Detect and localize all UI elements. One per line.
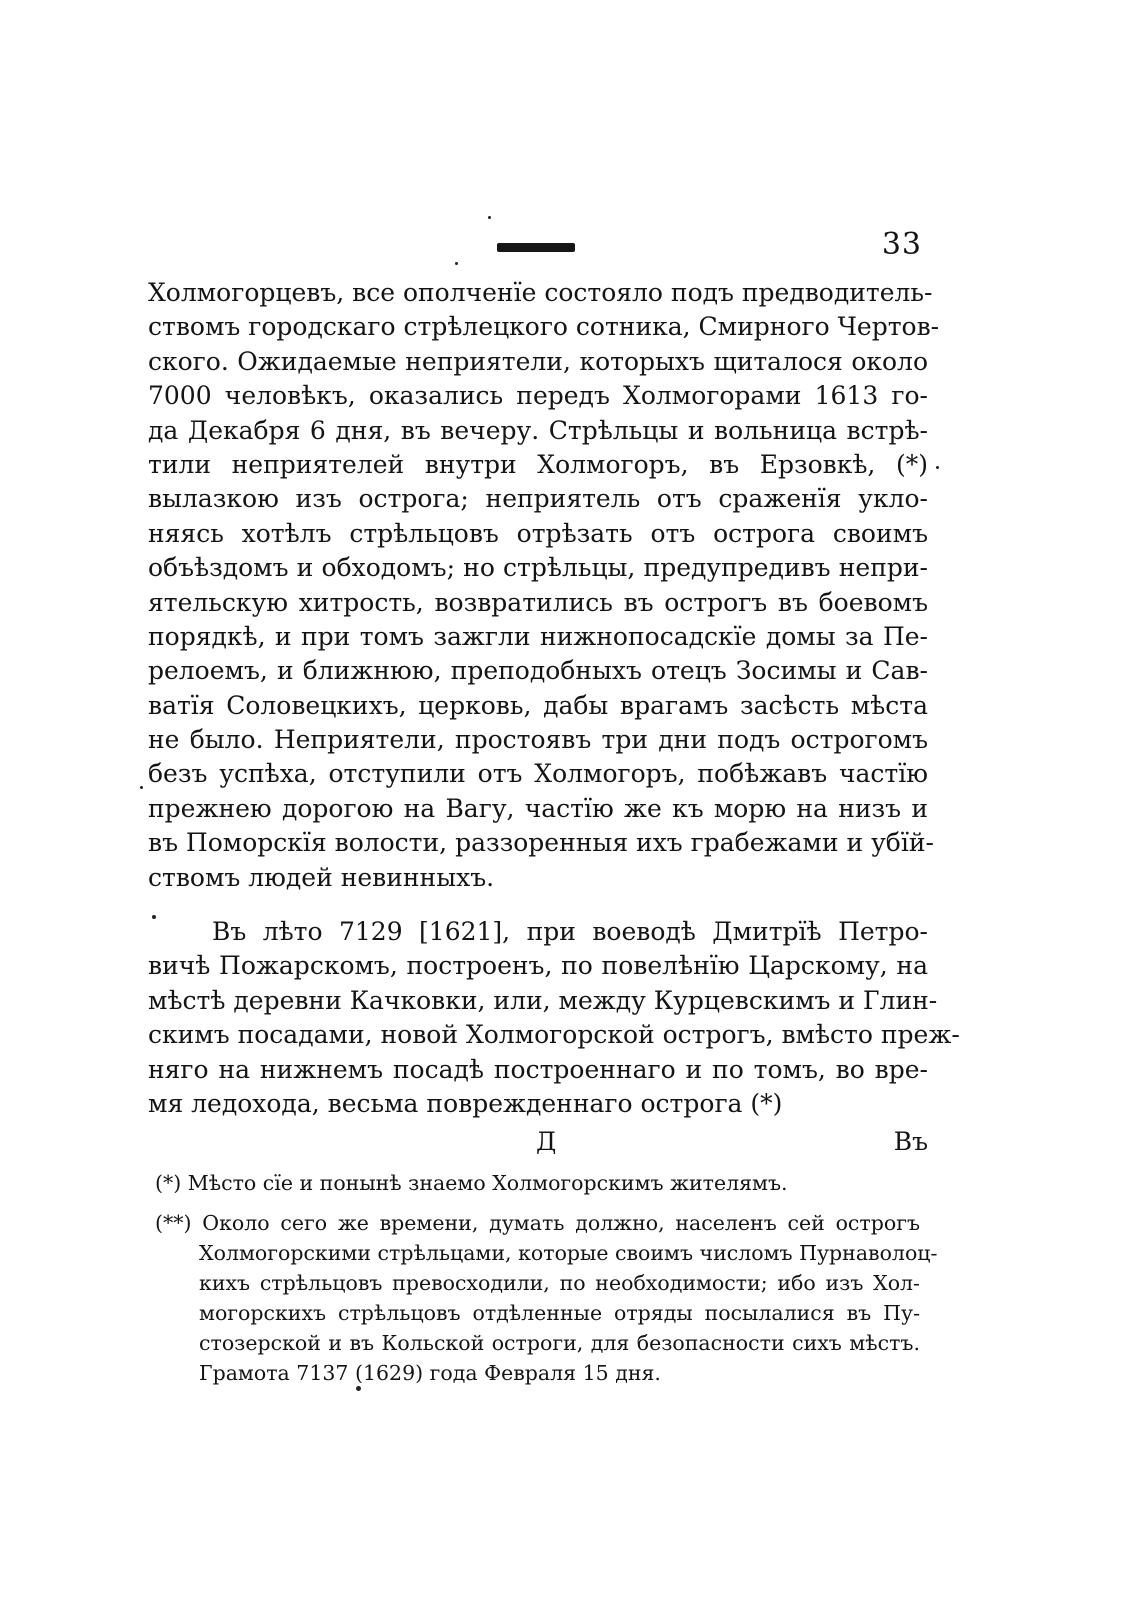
text-line: мѣстѣ деревни Качковки, или, между Курцевскимъ и Глин- <box>148 985 938 1015</box>
paper-speck <box>356 1386 361 1391</box>
footnotes <box>155 1168 938 1388</box>
text-line: ватїя Соловецкихъ, церковь, дабы врагамъ засѣсть мѣста <box>148 690 928 720</box>
text-line: Въ лѣто 7129 [1621], при воеводѣ Дмитрїѣ Петро- <box>212 917 928 946</box>
text-line: вылазкою изъ острога; неприятель отъ сраженїя укло- <box>148 484 928 514</box>
text-line: не было. Неприятели, простоявъ три дни подъ острогомъ <box>148 725 928 755</box>
paper-speck <box>936 466 939 469</box>
text-line: ского. Ожидаемые неприятели, которыхъ щиталося около <box>148 346 928 376</box>
text-line: мя ледохода, весьма поврежденнаго острога (*) <box>148 1088 783 1118</box>
footnote-1: (*) Мѣсто сїе и понынѣ знаемо Холмогорскимъ жителямъ. <box>155 1171 788 1195</box>
text-line: порядкѣ, и при томъ зажгли нижнопосадскїе домы за Пе- <box>148 621 928 651</box>
text-line: ятельскую хитрость, возвратились въ острогъ въ боевомъ <box>148 587 928 617</box>
text-line: няго на нижнемъ посадѣ построеннаго и по томъ, во вре- <box>148 1054 928 1084</box>
signature-mark: Д <box>536 1127 557 1156</box>
text-line: прежнею дорогою на Вагу, частїю же къ морю на низъ и <box>148 793 928 823</box>
paragraph-1 <box>148 276 940 895</box>
page-number: 33 <box>881 227 922 262</box>
text-line: вичѣ Пожарскомъ, построенъ, по повелѣнїю Царскому, на <box>148 951 928 981</box>
footnote-2-line: Грамота 7137 (1629) года Февраля 15 дня. <box>199 1361 661 1385</box>
text-line: 7000 человѣкъ, оказались передъ Холмогорами 1613 го- <box>148 381 928 411</box>
paper-speck <box>488 216 491 219</box>
header-ornament-rule <box>497 243 575 252</box>
text-line: безъ успѣха, отступили отъ Холмогоръ, побѣжавъ частїю <box>148 759 928 789</box>
text-line: да Декабря 6 дня, въ вечеру. Стрѣльцы и вольница встрѣ- <box>148 415 928 445</box>
paper-speck <box>455 262 458 265</box>
footnote-2-line: стозерской и въ Кольской остроги, для безопасности сихъ мѣстъ. <box>199 1331 920 1355</box>
text-line: объѣздомъ и обходомъ; но стрѣльцы, предупредивъ непри- <box>148 553 928 583</box>
text-line: ствомъ людей невинныхъ. <box>148 862 495 892</box>
catchword: Въ <box>893 1127 928 1156</box>
paper-speck <box>152 915 156 919</box>
text-line: няясь хотѣлъ стрѣльцовъ отрѣзать отъ острога своимъ <box>148 518 928 548</box>
catchword-row <box>148 1125 928 1159</box>
footnote-2-line: (**) Около сего же времени, думать должно, населенъ сей острогъ <box>155 1211 920 1235</box>
text-line: въ Поморскїя волости, раззоренныя ихъ грабежами и убїй- <box>148 828 934 858</box>
text-line: скимъ посадами, новой Холмогорской острогъ, вмѣсто преж- <box>148 1020 960 1050</box>
text-line: Холмогорцевъ, все ополченїе состояло подъ предводитель- <box>148 278 933 307</box>
paragraph-2 <box>148 915 960 1121</box>
text-line: релоемъ, и ближнюю, преподобныхъ отецъ Зосимы и Сав- <box>148 656 928 686</box>
footnote-2-line: Холмогорскими стрѣльцами, которые своимъ числомъ Пурнаволоц- <box>199 1241 938 1265</box>
text-line: тили неприятелей внутри Холмогоръ, въ Ерзовкѣ, (*) <box>148 449 928 479</box>
text-line: ствомъ городскаго стрѣлецкого сотника, Смирного Чертов- <box>148 312 940 342</box>
footnote-2-line: кихъ стрѣльцовъ превосходили, по необходимости; ибо изъ Хол- <box>199 1271 920 1295</box>
paper-speck <box>140 786 143 789</box>
footnote-2-line: могорскихъ стрѣльцовъ отдѣленные отряды посылалися въ Пу- <box>199 1301 920 1325</box>
